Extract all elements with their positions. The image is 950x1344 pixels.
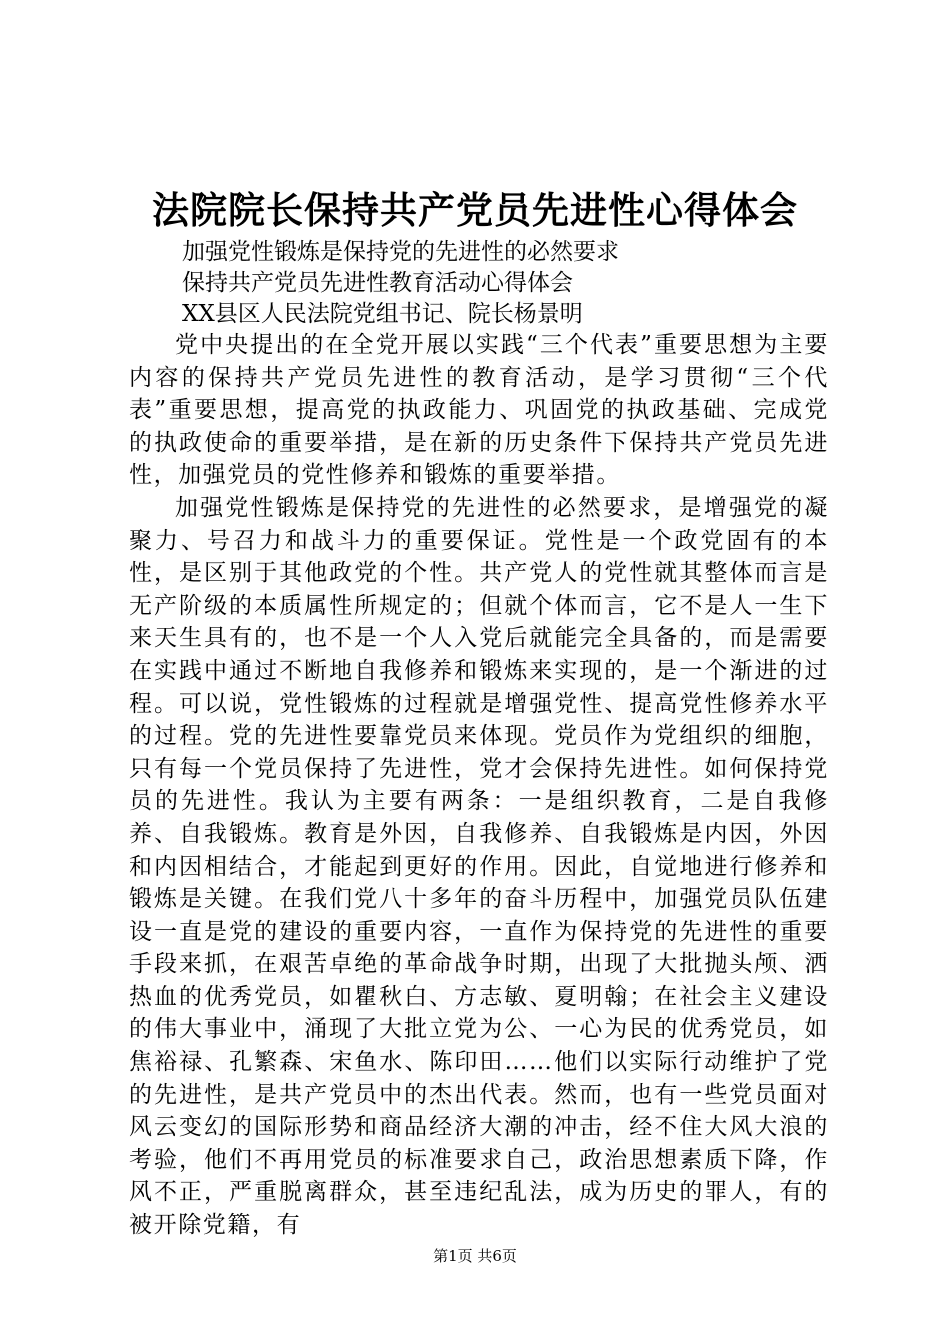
- paragraph-2: 加强党性锻炼是保持党的先进性的必然要求，是增强党的凝聚力、号召力和战斗力的重要保证。党性是一个政党固有的本性，是区别于其他政党的个性。共产党人的党性就其整体而言是无产阶级的本质属性所规定的；但就个体而言，它不是人一生下来天生具有的，也不是一个人入党后就能完全具备的，而是需要在实践中通过不断地自我修养和锻炼来实现的，是一个渐进的过程。可以说，党性锻炼的过程就是增强党性、提高党性修养水平的过程。党的先进性要靠党员来体现。党员作为党组织的细胞，只有每一个党员保持了先进性，党才会保持先进性。如何保持党员的先进性。我认为主要有两条：一是组织教育，二是自我修养、自我锻炼。教育是外因，自我修养、自我锻炼是内因，外因和内因相结合，才能起到更好的作用。因此，自觉地进行修养和锻炼是关键。在我们党八十多年的奋斗历程中，加强党员队伍建设一直是党的建设的重要内容，一直作为保持党的先进性的重要手段来抓，在艰苦卓绝的革命战争时期，出现了大批抛头颅、洒热血的优秀党员，如瞿秋白、方志敏、夏明翰；在社会主义建设的伟大事业中，涌现了大批立党为公、一心为民的优秀党员，如焦裕禄、孔繁森、宋鱼水、陈印田……他们以实际行动维护了党的先进性，是共产党员中的杰出代表。然而，也有一些党员面对风云变幻的国际形势和商品经济大潮的冲击，经不住大风大浪的考验，他们不再用党员的标准要求自己，政治思想素质下降，作风不正，严重脱离群众，甚至违纪乱法，成为历史的罪人，有的被开除党籍，有: [129, 494, 829, 1239]
- document-body: [129, 329, 829, 1242]
- paragraph-1: 党中央提出的在全党开展以实践“三个代表”重要思想为主要内容的保持共产党员先进性的教育活动，是学习贯彻“三个代表”重要思想，提高党的执政能力、巩固党的执政基础、完成党的执政使命的重要举措，是在新的历史条件下保持共产党员先进性，加强党员的党性修养和锻炼的重要举措。: [129, 332, 829, 489]
- page-number: 第1页 共6页: [433, 1247, 517, 1265]
- document-title: 法院院长保持共产党员先进性心得体会: [152, 188, 798, 232]
- author-line: XX县区人民法院党组书记、院长杨景明: [182, 301, 583, 327]
- subtitle-line-1: 加强党性锻炼是保持党的先进性的必然要求: [182, 239, 619, 265]
- subtitle-line-2: 保持共产党员先进性教育活动心得体会: [182, 270, 573, 296]
